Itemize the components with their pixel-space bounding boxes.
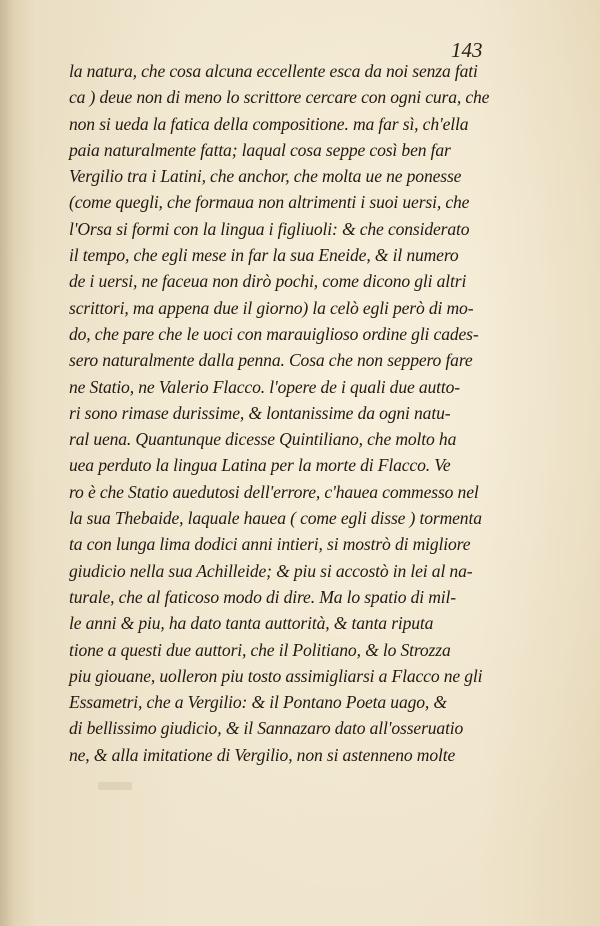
text-line: non si ueda la fatica della compositione. ma far sì, ch'ella — [69, 113, 469, 134]
text-line: piu giouane, uolleron piu tosto assimigliarsi a Flacco ne gli — [69, 665, 483, 686]
text-line: Vergilio tra i Latini, che anchor, che molta ue ne ponesse — [69, 166, 462, 187]
page-number: 143 — [451, 38, 483, 62]
bleed-through-mark — [98, 782, 132, 790]
text-line: paia naturalmente fatta; laqual cosa seppe così ben far — [69, 139, 451, 160]
text-line: do, che pare che le uoci con marauiglioso ordine gli cades- — [69, 323, 479, 344]
text-line: l'Orsa si formi con la lingua i figliuoli: & che considerato — [69, 218, 470, 239]
page-gutter-shadow — [0, 0, 14, 926]
text-line: la sua Thebaide, laquale hauea ( come egli disse ) tormenta — [69, 508, 482, 529]
text-line: ne, & alla imitatione di Vergilio, non si astenneno molte — [69, 744, 456, 765]
text-line: turale, che al faticoso modo di dire. Ma lo spatio di mil- — [69, 586, 456, 607]
text-line: uea perduto la lingua Latina per la morte di Flacco. Ve — [69, 455, 451, 476]
text-line: scrittori, ma appena due il giorno) la celò egli però di mo- — [69, 297, 474, 318]
text-line: ca ) deue non di meno lo scrittore cercare con ogni cura, che — [69, 87, 490, 108]
text-line: le anni & piu, ha dato tanta auttorità, & tanta riputa — [69, 613, 434, 634]
text-line: il tempo, che egli mese in far la sua Eneide, & il numero — [69, 245, 459, 266]
body-text — [69, 58, 521, 768]
text-line: giudicio nella sua Achilleide; & piu si accostò in lei al na- — [69, 560, 473, 581]
text-line: Essametri, che a Vergilio: & il Pontano Poeta uago, & — [69, 692, 447, 713]
text-line: tione a questi due auttori, che il Politiano, & lo Strozza — [69, 639, 451, 660]
text-line: ri sono rimase durissime, & lontanissime da ogni natu- — [69, 402, 451, 423]
text-line: de i uersi, ne faceua non dirò pochi, come dicono gli altri — [69, 271, 467, 292]
text-line: ta con lunga lima dodici anni intieri, si mostrò di migliore — [69, 534, 471, 555]
text-line: (come quegli, che formaua non altrimenti i suoi uersi, che — [69, 192, 470, 213]
text-line: sero naturalmente dalla penna. Cosa che non seppero fare — [69, 350, 473, 371]
text-line: ro è che Statio auedutosi dell'errore, c'hauea commesso nel — [69, 481, 479, 502]
text-line: la natura, che cosa alcuna eccellente esca da noi senza fati — [69, 61, 478, 81]
text-line: ne Statio, ne Valerio Flacco. l'opere de i quali due autto- — [69, 376, 461, 397]
text-line: di bellissimo giudicio, & il Sannazaro dato all'osseruatio — [69, 718, 464, 739]
text-line: ral uena. Quantunque dicesse Quintiliano, che molto ha — [69, 429, 457, 450]
